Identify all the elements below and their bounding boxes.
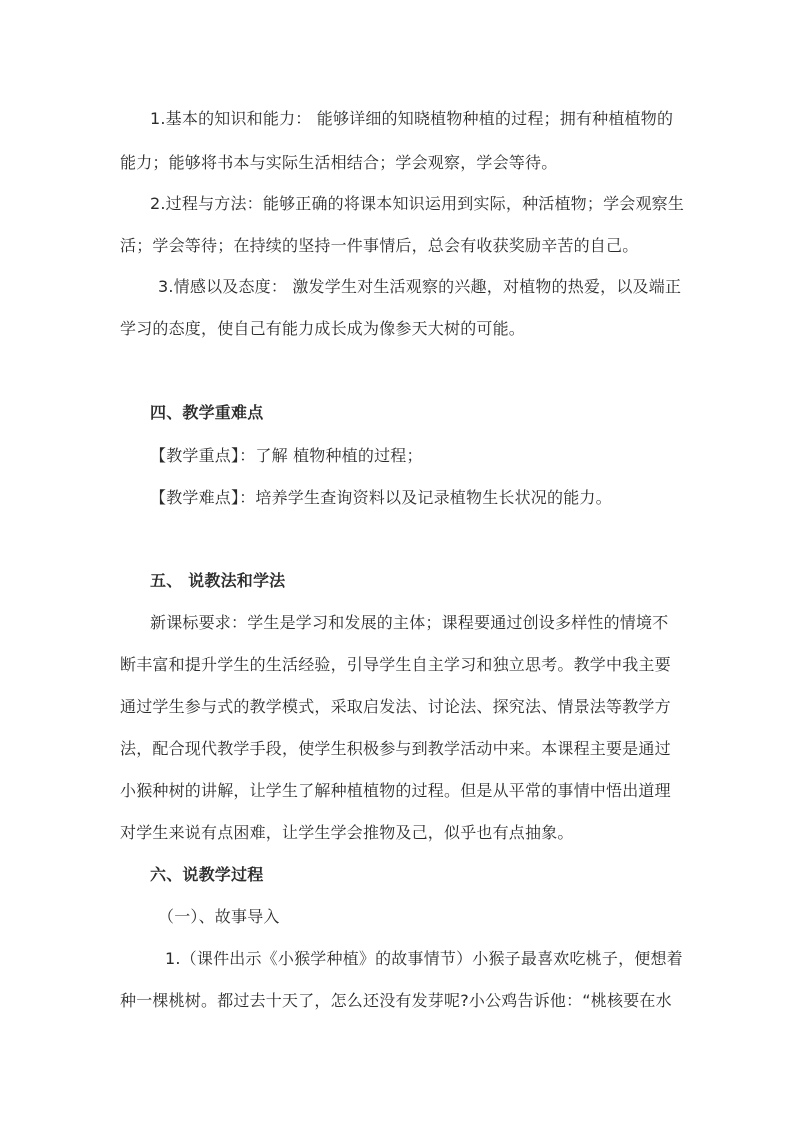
goal-emotion-line-2: 学习的态度，使自己有能力成长成为像参天大树的可能。 xyxy=(120,319,526,338)
story-line-1: 1.（课件出示《小猴学种植》的故事情节）小猴子最喜欢吃桃子，便想着 xyxy=(165,949,683,968)
section5-paragraph-line-1: 新课标要求：学生是学习和发展的主体；课程要通过创设多样性的情境不 xyxy=(150,613,669,632)
section6-subheading: （一）、故事导入 xyxy=(158,907,280,926)
section5-paragraph-line-6: 对学生来说有点困难，让学生学会推物及己，似乎也有点抽象。 xyxy=(120,823,574,842)
section5-paragraph-line-3: 通过学生参与式的教学模式，采取启发法、讨论法、探究法、情景法等教学方 xyxy=(120,697,671,716)
key-point-text: 【教学重点】：了解 植物种植的过程； xyxy=(150,446,423,465)
goal-knowledge-line-1: 1.基本的知识和能力： 能够详细的知晓植物种植的过程；拥有种植植物的 xyxy=(150,109,674,128)
section5-paragraph-line-5: 小猴种树的讲解，让学生了解种植植物的过程。但是从平常的事情中悟出道理 xyxy=(120,781,671,800)
section5-paragraph-line-2: 断丰富和提升学生的生活经验，引导学生自主学习和独立思考。教学中我主要 xyxy=(120,655,671,674)
section5-heading: 五、 说教法和学法 xyxy=(150,571,286,590)
goal-knowledge-line-2: 能力；能够将书本与实际生活相结合；学会观察，学会等待。 xyxy=(120,153,558,172)
goal-process-line-2: 活；学会等待；在持续的坚持一件事情后，总会有收获奖励辛苦的自己。 xyxy=(120,236,639,255)
story-line-2: 种一棵桃树。都过去十天了，怎么还没有发芽呢?小公鸡告诉他：“桃核要在水 xyxy=(120,991,672,1010)
difficulty-text: 【教学难点】：培养学生查询资料以及记录植物生长状况的能力。 xyxy=(150,488,612,507)
goal-emotion-line-1: 3.情感以及态度： 激发学生对生活观察的兴趣，对植物的热爱，以及端正 xyxy=(158,277,682,296)
section4-heading: 四、教学重难点 xyxy=(150,403,264,422)
section6-heading: 六、说教学过程 xyxy=(150,865,264,884)
section5-paragraph-line-4: 法，配合现代教学手段，使学生积极参与到教学活动中来。本课程主要是通过 xyxy=(120,739,671,758)
goal-process-line-1: 2.过程与方法：能够正确的将课本知识运用到实际，种活植物；学会观察生 xyxy=(150,194,685,213)
